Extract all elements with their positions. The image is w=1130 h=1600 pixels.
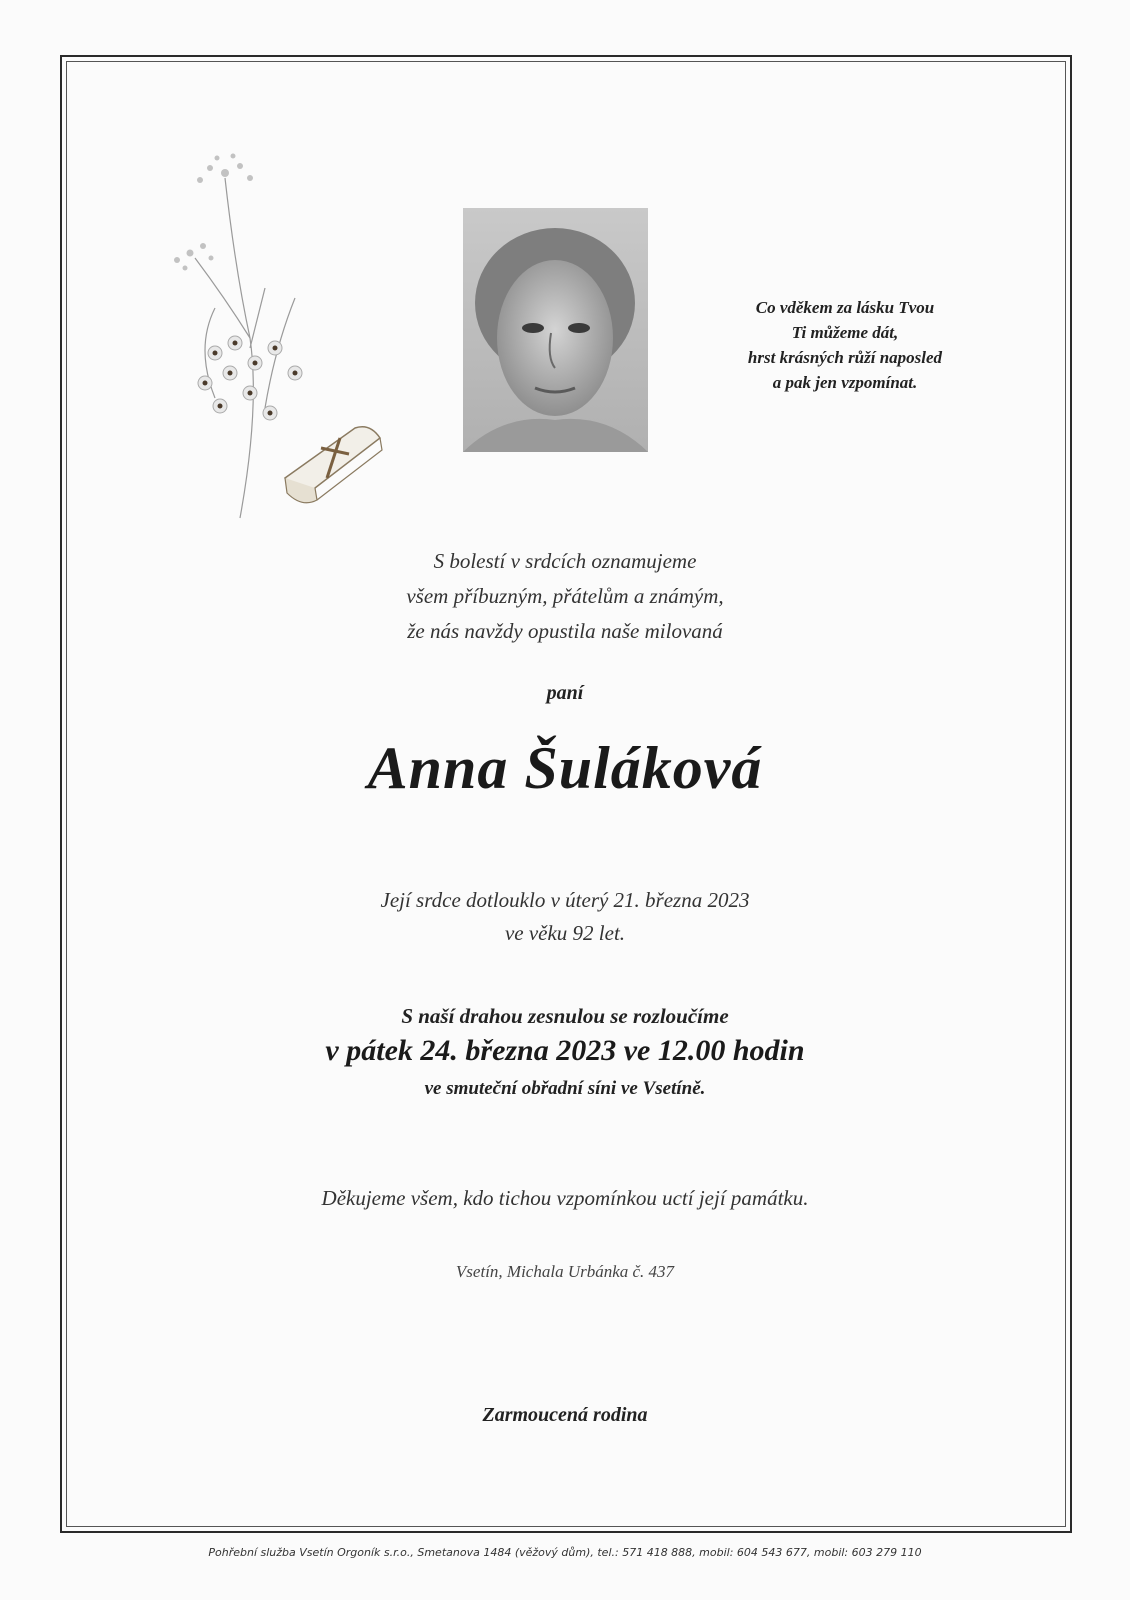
poem-line: Ti můžeme dát, (791, 323, 899, 342)
deceased-title: paní (546, 682, 584, 704)
funeral-service-footer: Pohřební služba Vsetín Orgoník s.r.o., Smetanova 1484 (věžový dům), tel.: 571 418 888, mobil: 604 543 677, mobil: 603 279 110 (208, 1546, 922, 1559)
farewell-location: ve smuteční obřadní síni ve Vsetíně. (424, 1078, 706, 1099)
thanks-text: Děkujeme všem, kdo tichou vzpomínkou uctí její památku. (321, 1186, 809, 1210)
age-line: ve věku 92 let. (504, 921, 626, 945)
farewell-intro: S naší drahou zesnulou se rozloučíme (401, 1004, 729, 1028)
poem-line: a pak jen vzpomínat. (772, 373, 918, 392)
announcement-text (0, 544, 1130, 649)
flower-cluster (198, 336, 302, 420)
book-icon (285, 427, 382, 503)
deceased-name: Anna Šuláková (367, 735, 763, 801)
announcement-line: že nás navždy opustila naše milovaná (407, 619, 723, 643)
death-date-line: Její srdce dotlouklo v úterý 21. března 2023 (380, 888, 750, 912)
flower-bouquet-illustration (155, 148, 400, 528)
announcement-line: S bolestí v srdcích oznamujeme (433, 549, 697, 573)
family-address: Vsetín, Michala Urbánka č. 437 (455, 1262, 675, 1281)
signature: Zarmoucená rodina (482, 1404, 648, 1426)
poem-line: hrst krásných růží naposled (747, 348, 943, 367)
poem-line: Co vděkem za lásku Tvou (755, 298, 935, 317)
portrait-photo (463, 208, 648, 452)
memorial-poem (700, 295, 990, 395)
farewell-datetime: v pátek 24. března 2023 ve 12.00 hodin (325, 1034, 805, 1067)
death-info (0, 884, 1130, 950)
announcement-line: všem příbuzným, přátelům a známým, (406, 584, 724, 608)
